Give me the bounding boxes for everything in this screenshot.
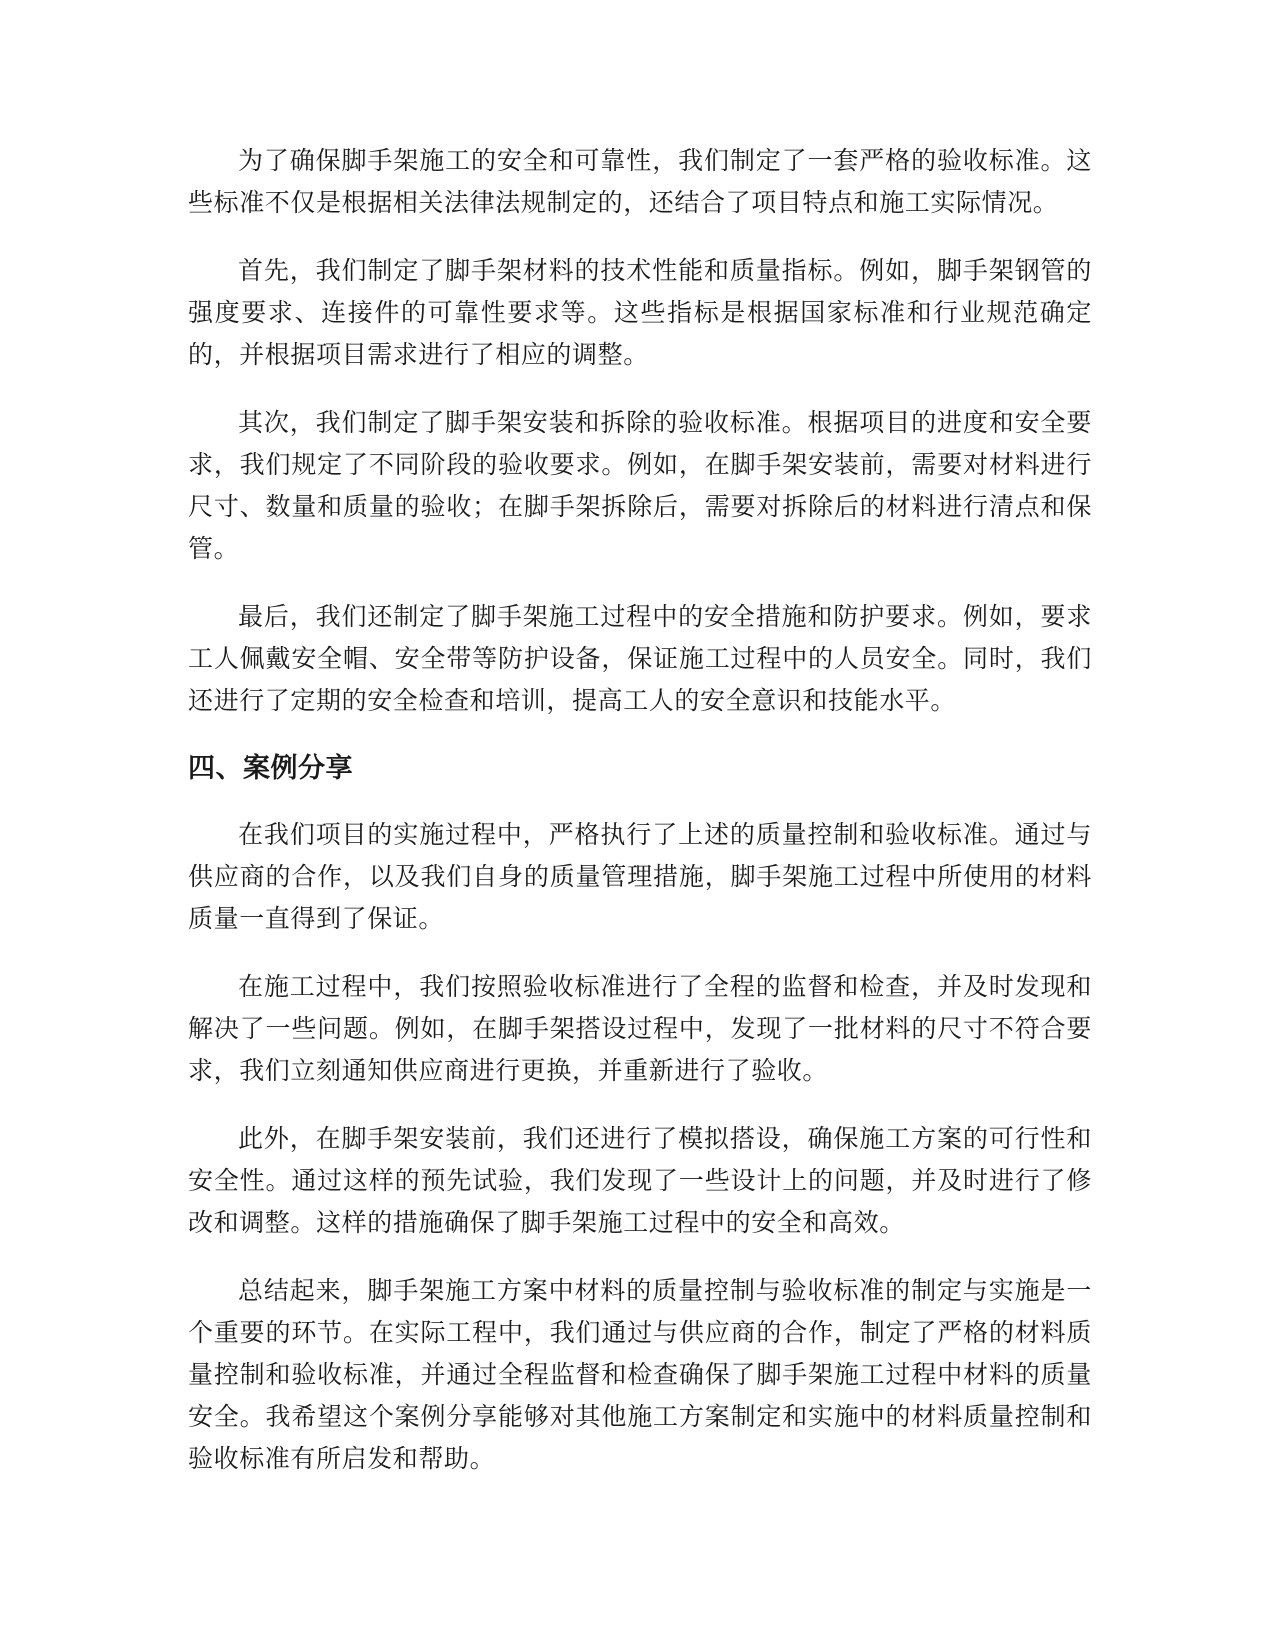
paragraph-implementation: 在我们项目的实施过程中，严格执行了上述的质量控制和验收标准。通过与供应商的合作，以及我们自身的质量管理措施，脚手架施工过程中所使用的材料质量一直得到了保证。 bbox=[188, 820, 1092, 933]
paragraph-acceptance-standards-intro: 为了确保脚手架施工的安全和可靠性，我们制定了一套严格的验收标准。这些标准不仅是根据相关法律法规制定的，还结合了项目特点和施工实际情况。 bbox=[188, 146, 1092, 217]
paragraph-safety-measures: 最后，我们还制定了脚手架施工过程中的安全措施和防护要求。例如，要求工人佩戴安全帽、安全带等防护设备，保证施工过程中的人员安全。同时，我们还进行了定期的安全检查和培训，提高工人的安全意识和技能水平。 bbox=[188, 602, 1092, 715]
paragraph-simulation: 此外，在脚手架安装前，我们还进行了模拟搭设，确保施工方案的可行性和安全性。通过这样的预先试验，我们发现了一些设计上的问题，并及时进行了修改和调整。这样的措施确保了脚手架施工过程中的安全和高效。 bbox=[188, 1124, 1092, 1237]
document-body bbox=[188, 140, 1092, 1506]
paragraph-supervision: 在施工过程中，我们按照验收标准进行了全程的监督和检查，并及时发现和解决了一些问题。例如，在脚手架搭设过程中，发现了一批材料的尺寸不符合要求，我们立刻通知供应商进行更换，并重新进行了验收。 bbox=[188, 972, 1092, 1085]
paragraph-material-indicators: 首先，我们制定了脚手架材料的技术性能和质量指标。例如，脚手架钢管的强度要求、连接件的可靠性要求等。这些指标是根据国家标准和行业规范确定的，并根据项目需求进行了相应的调整。 bbox=[188, 256, 1092, 369]
paragraph-install-removal-standards: 其次，我们制定了脚手架安装和拆除的验收标准。根据项目的进度和安全要求，我们规定了不同阶段的验收要求。例如，在脚手架安装前，需要对材料进行尺寸、数量和质量的验收；在脚手架拆除后，需要对拆除后的材料进行清点和保管。 bbox=[188, 408, 1092, 563]
section-heading: 四、案例分享 bbox=[188, 753, 353, 784]
paragraph-conclusion: 总结起来，脚手架施工方案中材料的质量控制与验收标准的制定与实施是一个重要的环节。在实际工程中，我们通过与供应商的合作，制定了严格的材料质量控制和验收标准，并通过全程监督和检查确保了脚手架施工过程中材料的质量安全。我希望这个案例分享能够对其他施工方案制定和实施中的材料质量控制和验收标准有所启发和帮助。 bbox=[188, 1276, 1092, 1473]
